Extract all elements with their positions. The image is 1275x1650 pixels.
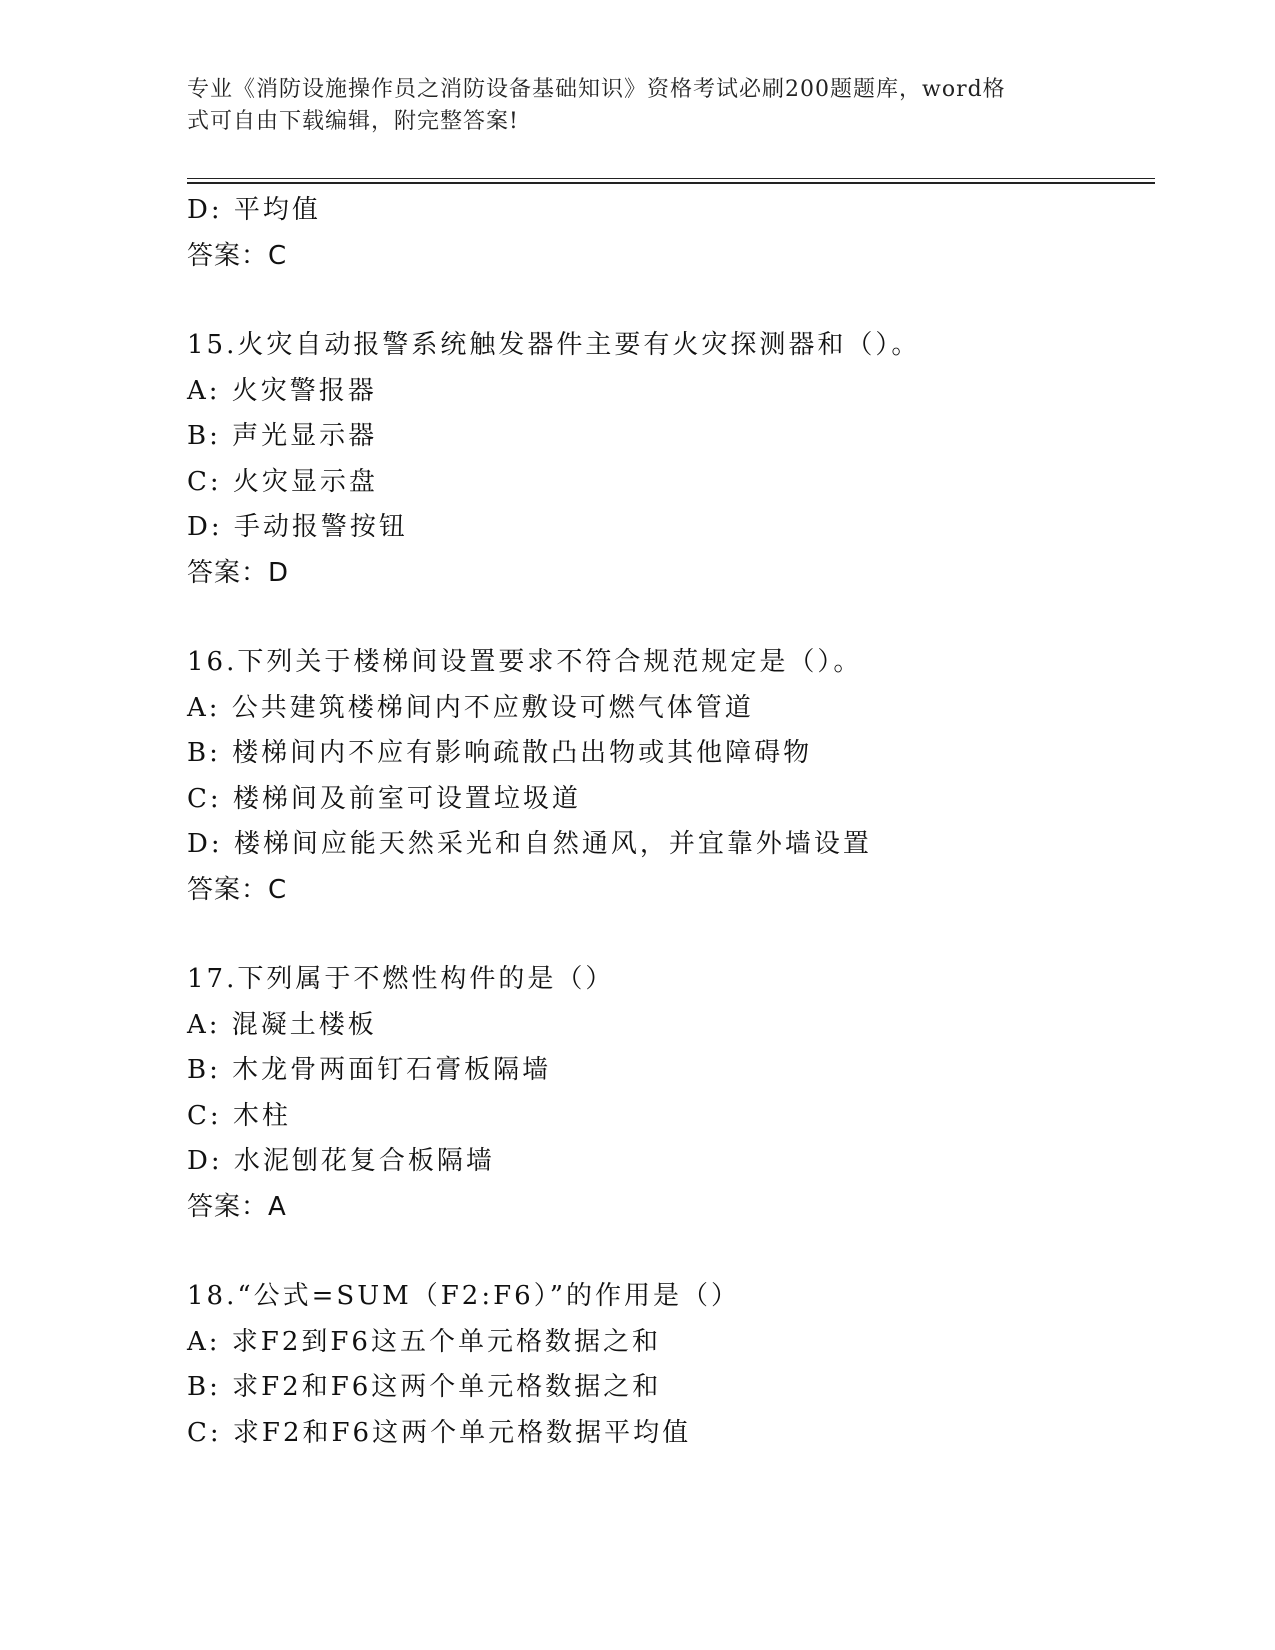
answer-option: A: 混凝土楼板 xyxy=(187,1009,377,1040)
question-spacer xyxy=(187,913,1155,957)
question-spacer xyxy=(187,279,1155,323)
answer-option: A: 火灾警报器 xyxy=(187,375,377,406)
answer-option: A: 公共建筑楼梯间内不应敷设可燃气体管道 xyxy=(187,692,754,723)
question-stem: 18.“公式=SUM（F2:F6）”的作用是（） xyxy=(187,1281,740,1311)
question-stem: 16.下列关于楼梯间设置要求不符合规范规定是（）。 xyxy=(187,647,863,677)
answer-option: B: 求F2和F6这两个单元格数据之和 xyxy=(187,1372,662,1402)
answer-option: A: 求F2到F6这五个单元格数据之和 xyxy=(187,1326,661,1357)
document-header xyxy=(187,74,1067,138)
answer-option: B: 木龙骨两面钉石膏板隔墙 xyxy=(187,1055,552,1085)
question-list xyxy=(187,188,1155,1456)
answer-option: C: 木柱 xyxy=(187,1100,291,1131)
answer-option: C: 楼梯间及前室可设置垃圾道 xyxy=(187,783,581,814)
header-title-line-2: 式可自由下载编辑，附完整答案! xyxy=(187,109,519,134)
header-divider-thick xyxy=(187,182,1155,184)
question-stem: 17.下列属于不燃性构件的是（） xyxy=(187,964,615,994)
answer-option: B: 声光显示器 xyxy=(187,421,378,451)
answer-option: D: 水泥刨花复合板隔墙 xyxy=(187,1146,495,1176)
question-spacer xyxy=(187,1230,1155,1274)
header-title-line-1: 专业《消防设施操作员之消防设备基础知识》资格考试必刷200题题库，word格 xyxy=(187,77,1006,102)
answer-key: 答案：D xyxy=(187,557,290,588)
answer-option: D: 手动报警按钮 xyxy=(187,512,408,542)
answer-key: 答案：A xyxy=(187,1191,287,1222)
answer-option: C: 求F2和F6这两个单元格数据平均值 xyxy=(187,1417,692,1448)
answer-key: 答案：C xyxy=(187,240,288,271)
answer-option: C: 火灾显示盘 xyxy=(187,466,378,497)
answer-key: 答案：C xyxy=(187,874,288,905)
answer-option: B: 楼梯间内不应有影响疏散凸出物或其他障碍物 xyxy=(187,738,813,768)
question-stem: 15.火灾自动报警系统触发器件主要有火灾探测器和（）。 xyxy=(187,330,921,360)
answer-option: D: 楼梯间应能天然采光和自然通风，并宜靠外墙设置 xyxy=(187,829,872,859)
header-divider-thin xyxy=(187,178,1155,179)
question-spacer xyxy=(187,596,1155,640)
answer-option: D: 平均值 xyxy=(187,195,321,225)
